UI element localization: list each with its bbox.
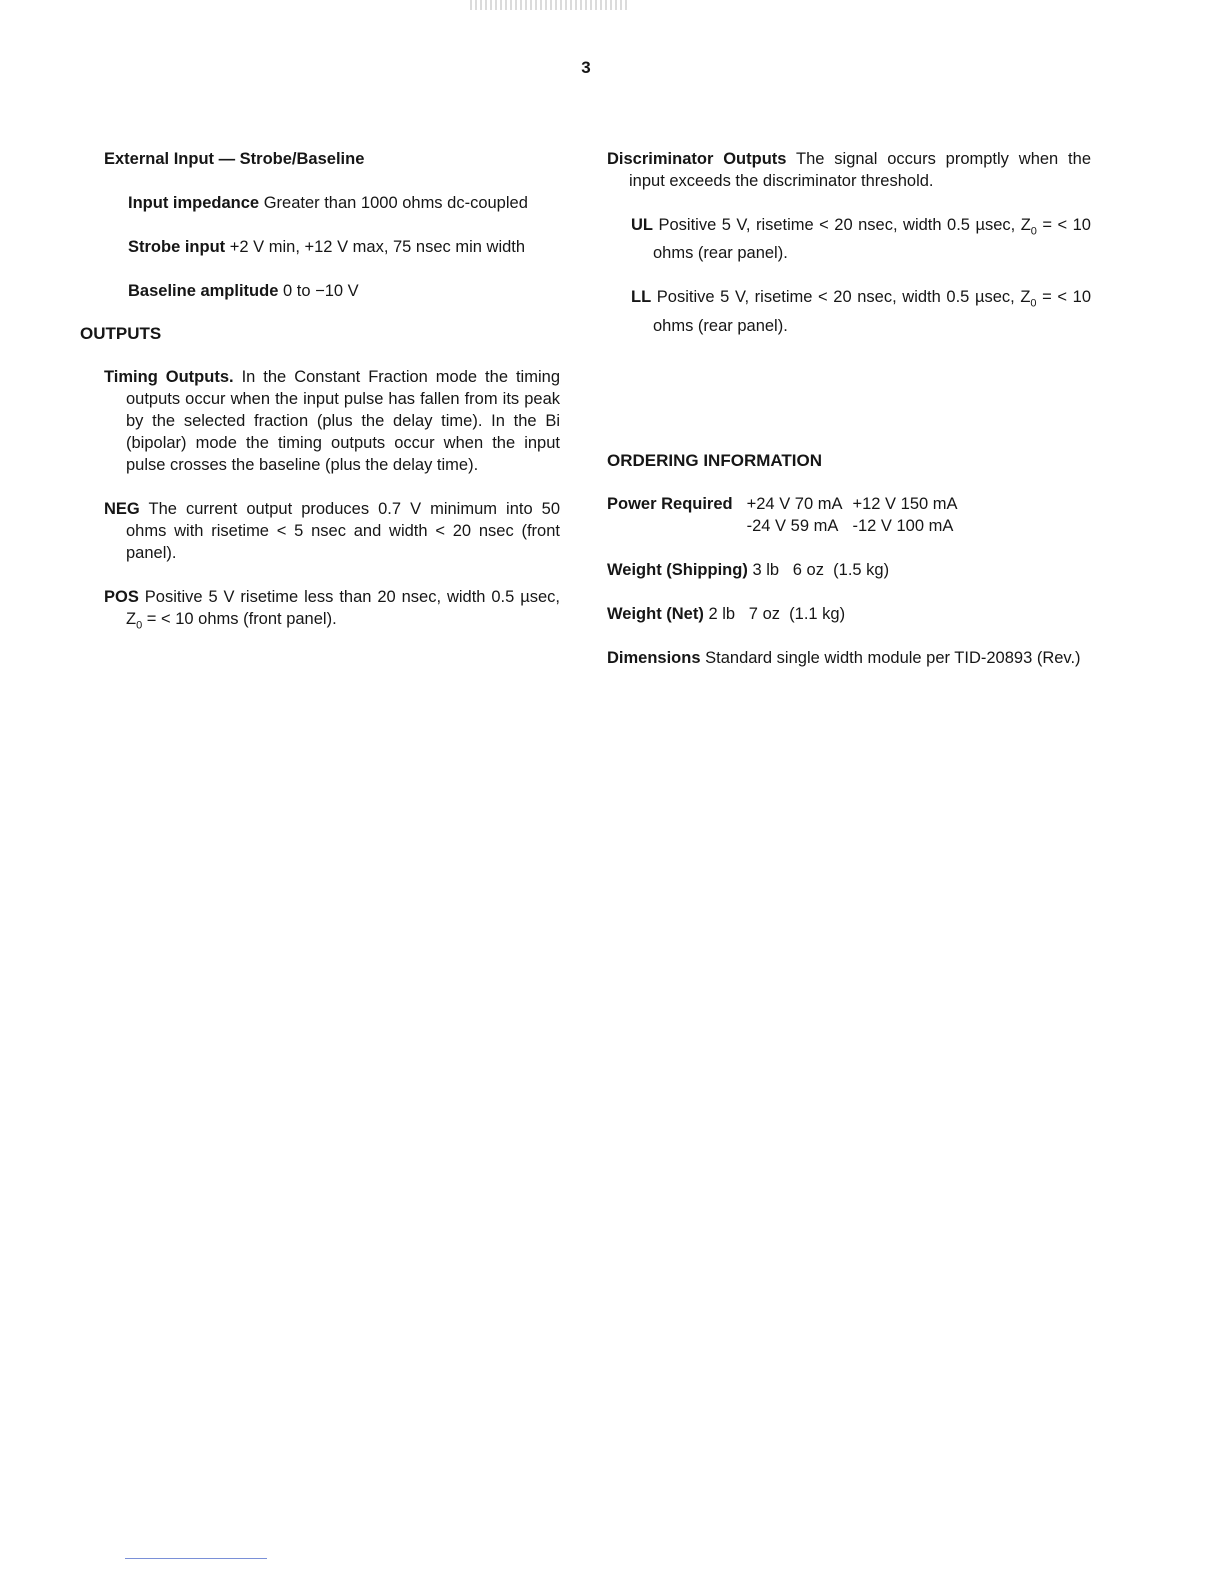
ul-subscript: 0 bbox=[1030, 225, 1037, 238]
timing-outputs-spec bbox=[104, 366, 560, 476]
ul-text-end: = < 10 ohms (rear panel). bbox=[653, 216, 1091, 263]
power-required-label: Power Required bbox=[607, 494, 733, 513]
baseline-amplitude-spec bbox=[128, 280, 560, 302]
weight-net-text: 2 lb 7 oz (1.1 kg) bbox=[708, 604, 846, 623]
dimensions-text: Standard single width module per TID-20893 (Rev.) bbox=[705, 648, 1081, 667]
baseline-amplitude-label: Baseline amplitude bbox=[128, 282, 279, 300]
discriminator-outputs-label: Discriminator Outputs bbox=[607, 150, 787, 168]
weight-net-spec bbox=[607, 603, 1091, 625]
power-required-table bbox=[607, 493, 958, 537]
pos-text-end: = < 10 ohms (front panel). bbox=[142, 610, 337, 628]
spacer bbox=[607, 359, 1091, 447]
page-number: 3 bbox=[581, 58, 591, 77]
strobe-input-spec bbox=[128, 236, 560, 258]
dimensions-label: Dimensions bbox=[607, 648, 701, 667]
input-impedance-label: Input impedance bbox=[128, 194, 260, 212]
external-input-heading: External Input — Strobe/Baseline bbox=[104, 150, 365, 168]
ll-text: Positive 5 V, risetime < 20 nsec, width 0.5 µsec, Z bbox=[656, 288, 1031, 307]
discriminator-outputs-text: The signal occurs promptly when the input exceeds the discriminator threshold. bbox=[629, 150, 1091, 190]
weight-shipping-label: Weight (Shipping) bbox=[607, 560, 748, 579]
outputs-heading: OUTPUTS bbox=[80, 324, 162, 343]
neg-text: The current output produces 0.7 V minimum into 50 ohms with risetime < 5 nsec and width < 20 nsec (front panel). bbox=[126, 500, 560, 562]
discriminator-outputs-spec bbox=[607, 148, 1091, 192]
ul-text: Positive 5 V, risetime < 20 nsec, width 0.5 µsec, Z bbox=[658, 216, 1031, 234]
power-value: -24 V 59 mA bbox=[746, 516, 839, 535]
pos-subscript: 0 bbox=[136, 619, 143, 632]
right-column bbox=[607, 148, 1091, 691]
power-value: +24 V 70 mA bbox=[746, 494, 843, 513]
timing-outputs-label: Timing Outputs. bbox=[104, 368, 234, 386]
weight-net-label: Weight (Net) bbox=[607, 604, 704, 623]
power-row bbox=[607, 515, 958, 537]
ll-text-end: = < 10 ohms (rear panel). bbox=[653, 288, 1092, 335]
pos-output-spec bbox=[104, 586, 560, 636]
input-impedance-text: Greater than 1000 ohms dc-coupled bbox=[263, 194, 528, 212]
baseline-amplitude-text: 0 to −10 V bbox=[282, 282, 359, 300]
power-value: +12 V 150 mA bbox=[852, 494, 958, 513]
ll-label: LL bbox=[631, 288, 652, 307]
strobe-input-label: Strobe input bbox=[128, 238, 226, 256]
left-column bbox=[80, 148, 560, 658]
ll-output-spec bbox=[631, 286, 1091, 336]
timing-outputs-text: In the Constant Fraction mode the timing outputs occur when the input pulse has fallen from its peak by the selected fraction (plus the delay time). In the Bi (bipolar) mode the timing outputs occur when the input pulse crosses the baseline (plus the delay time). bbox=[126, 368, 560, 474]
ordering-information-heading: ORDERING INFORMATION bbox=[607, 450, 823, 470]
ll-subscript: 0 bbox=[1030, 297, 1037, 310]
pos-label: POS bbox=[104, 588, 139, 606]
power-value: -12 V 100 mA bbox=[852, 516, 954, 535]
input-impedance-spec bbox=[128, 192, 560, 214]
dimensions-spec bbox=[607, 647, 1091, 669]
ul-label: UL bbox=[631, 216, 653, 234]
neg-output-spec bbox=[104, 498, 560, 564]
weight-shipping-text: 3 lb 6 oz (1.5 kg) bbox=[752, 560, 890, 579]
power-row bbox=[607, 493, 958, 515]
scan-artifact bbox=[470, 0, 630, 10]
strobe-input-text: +2 V min, +12 V max, 75 nsec min width bbox=[229, 238, 526, 256]
footer-rule bbox=[125, 1558, 267, 1559]
weight-shipping-spec bbox=[607, 559, 1091, 581]
pos-text: Positive 5 V risetime less than 20 nsec, width 0.5 µsec, Z bbox=[126, 588, 560, 628]
neg-label: NEG bbox=[104, 500, 140, 518]
ul-output-spec bbox=[631, 214, 1091, 264]
